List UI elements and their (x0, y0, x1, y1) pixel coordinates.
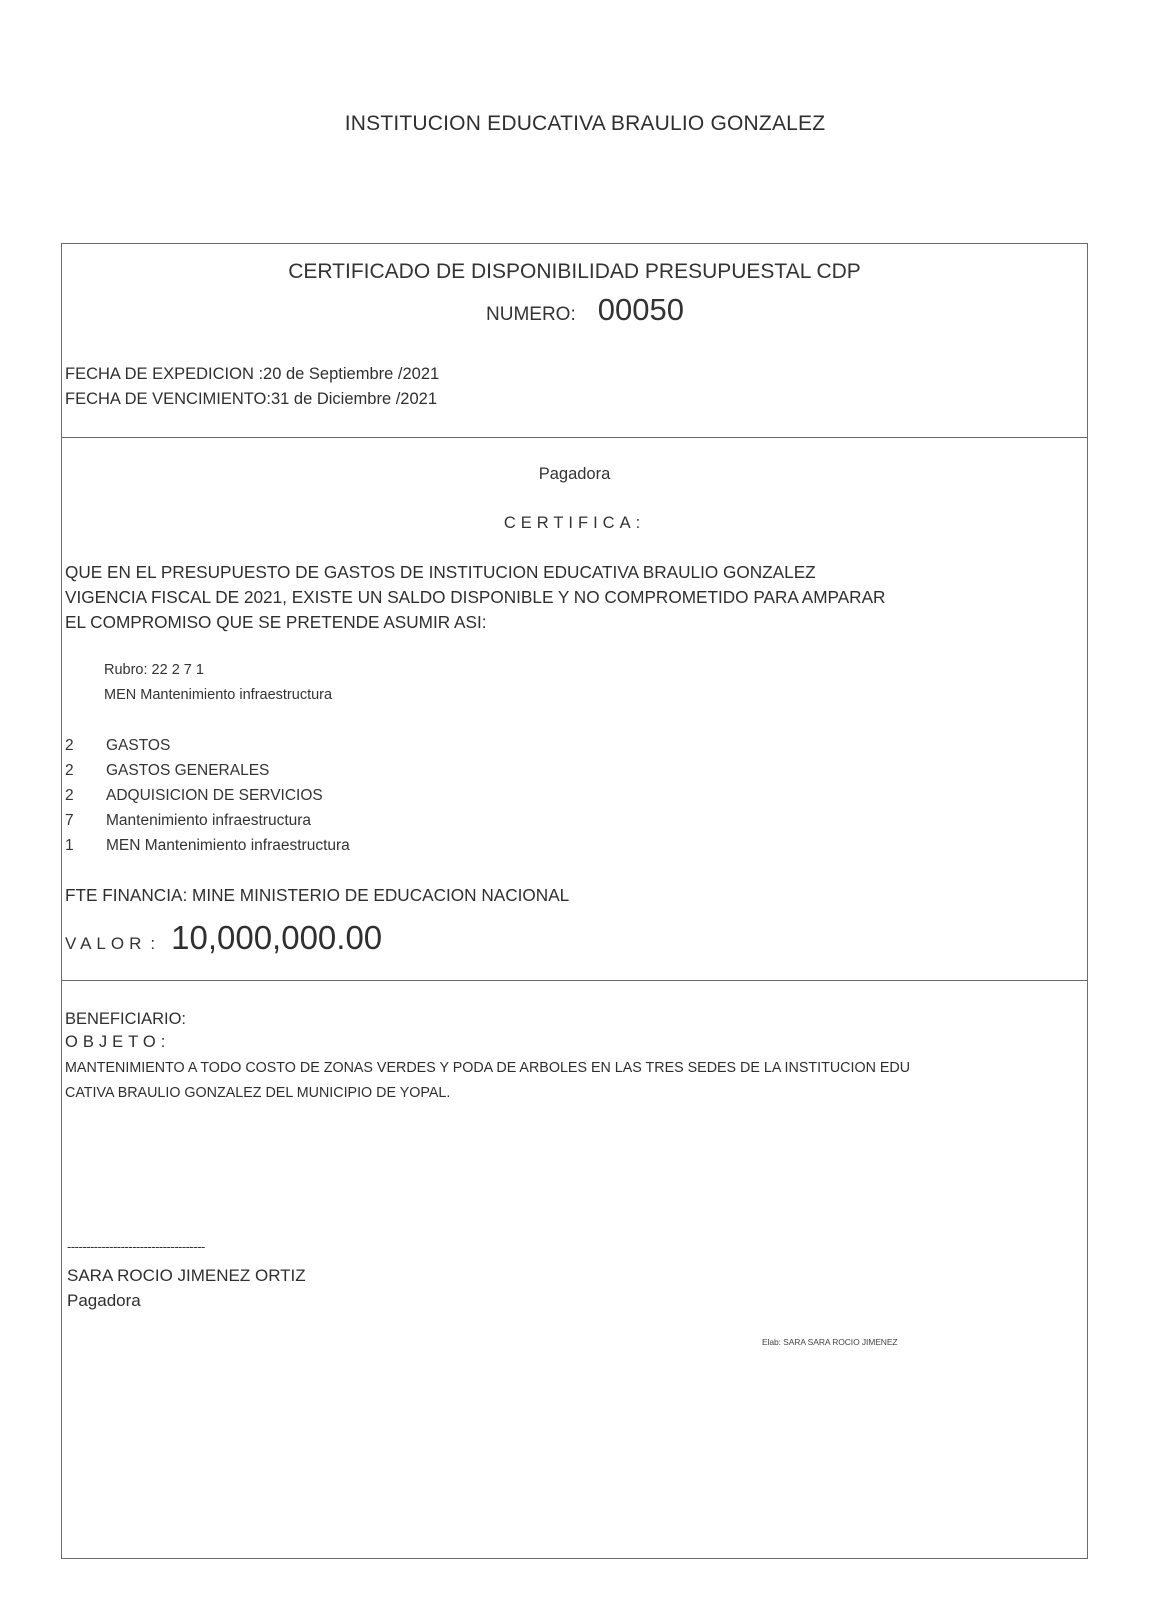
fecha-vencimiento: FECHA DE VENCIMIENTO:31 de Diciembre /2021 (65, 390, 437, 408)
valor-row (65, 919, 382, 957)
concept-name: ADQUISICION DE SERVICIOS (106, 787, 323, 804)
statement-line: VIGENCIA FISCAL DE 2021, EXISTE UN SALDO DISPONIBLE Y NO COMPROMETIDO PARA AMPARAR (65, 587, 886, 607)
concept-row (65, 758, 350, 783)
signatory-name: SARA ROCIO JIMENEZ ORTIZ (67, 1266, 306, 1285)
objeto-line: CATIVA BRAULIO GONZALEZ DEL MUNICIPIO DE YOPAL. (65, 1085, 451, 1101)
objeto-line: MANTENIMIENTO A TODO COSTO DE ZONAS VERDES Y PODA DE ARBOLES EN LAS TRES SEDES DE LA INSTITUCION EDU (65, 1060, 911, 1076)
rubro-block (104, 658, 332, 708)
certification-statement (65, 560, 1065, 635)
valor-amount: 10,000,000.00 (171, 919, 383, 956)
fecha-expedicion: FECHA DE EXPEDICION :20 de Septiembre /2021 (65, 365, 440, 383)
certificate-number (486, 292, 684, 328)
objeto-label: OBJETO: (65, 1033, 171, 1051)
concept-row (65, 783, 350, 808)
concept-code: 7 (65, 812, 74, 829)
signature-line: ------------------------------------ (67, 1239, 205, 1254)
rubro-description: MEN Mantenimiento infraestructura (104, 687, 333, 703)
concept-name: Mantenimiento infraestructura (106, 812, 312, 829)
objeto-description (65, 1056, 1080, 1106)
concept-name: MEN Mantenimiento infraestructura (106, 837, 350, 854)
concept-list (65, 733, 350, 858)
concept-row (65, 808, 350, 833)
concept-code: 2 (65, 737, 74, 754)
numero-value: 00050 (597, 292, 684, 327)
institution-title: INSTITUCION EDUCATIVA BRAULIO GONZALEZ (344, 112, 826, 135)
concept-code: 1 (65, 837, 74, 854)
concept-code: 2 (65, 787, 74, 804)
elaborated-by: Elab: SARA SARA ROCIO JIMENEZ (762, 1337, 898, 1347)
funding-source: FTE FINANCIA: MINE MINISTERIO DE EDUCACION NACIONAL (65, 885, 570, 905)
concept-row (65, 733, 350, 758)
valor-colon: : (150, 934, 156, 953)
certificate-title: CERTIFICADO DE DISPONIBILIDAD PRESUPUESTAL CDP (288, 260, 861, 283)
statement-line: EL COMPROMISO QUE SE PRETENDE ASUMIR ASI: (65, 612, 487, 632)
concept-code: 2 (65, 762, 74, 779)
section-divider (62, 437, 1087, 438)
concept-row (65, 833, 350, 858)
section-divider (62, 980, 1087, 981)
numero-label: NUMERO: (486, 304, 576, 325)
signatory-role: Pagadora (67, 1291, 141, 1310)
concept-name: GASTOS GENERALES (106, 762, 270, 779)
certificate-frame (61, 243, 1088, 1559)
statement-line: QUE EN EL PRESUPUESTO DE GASTOS DE INSTITUCION EDUCATIVA BRAULIO GONZALEZ (65, 562, 816, 582)
valor-label: VALOR (65, 934, 147, 953)
issuer-role: Pagadora (538, 465, 611, 483)
certifica-heading: CERTIFICA: (503, 514, 646, 532)
beneficiario-label: BENEFICIARIO: (65, 1010, 187, 1028)
concept-name: GASTOS (106, 737, 171, 754)
rubro-code: Rubro: 22 2 7 1 (104, 662, 204, 678)
